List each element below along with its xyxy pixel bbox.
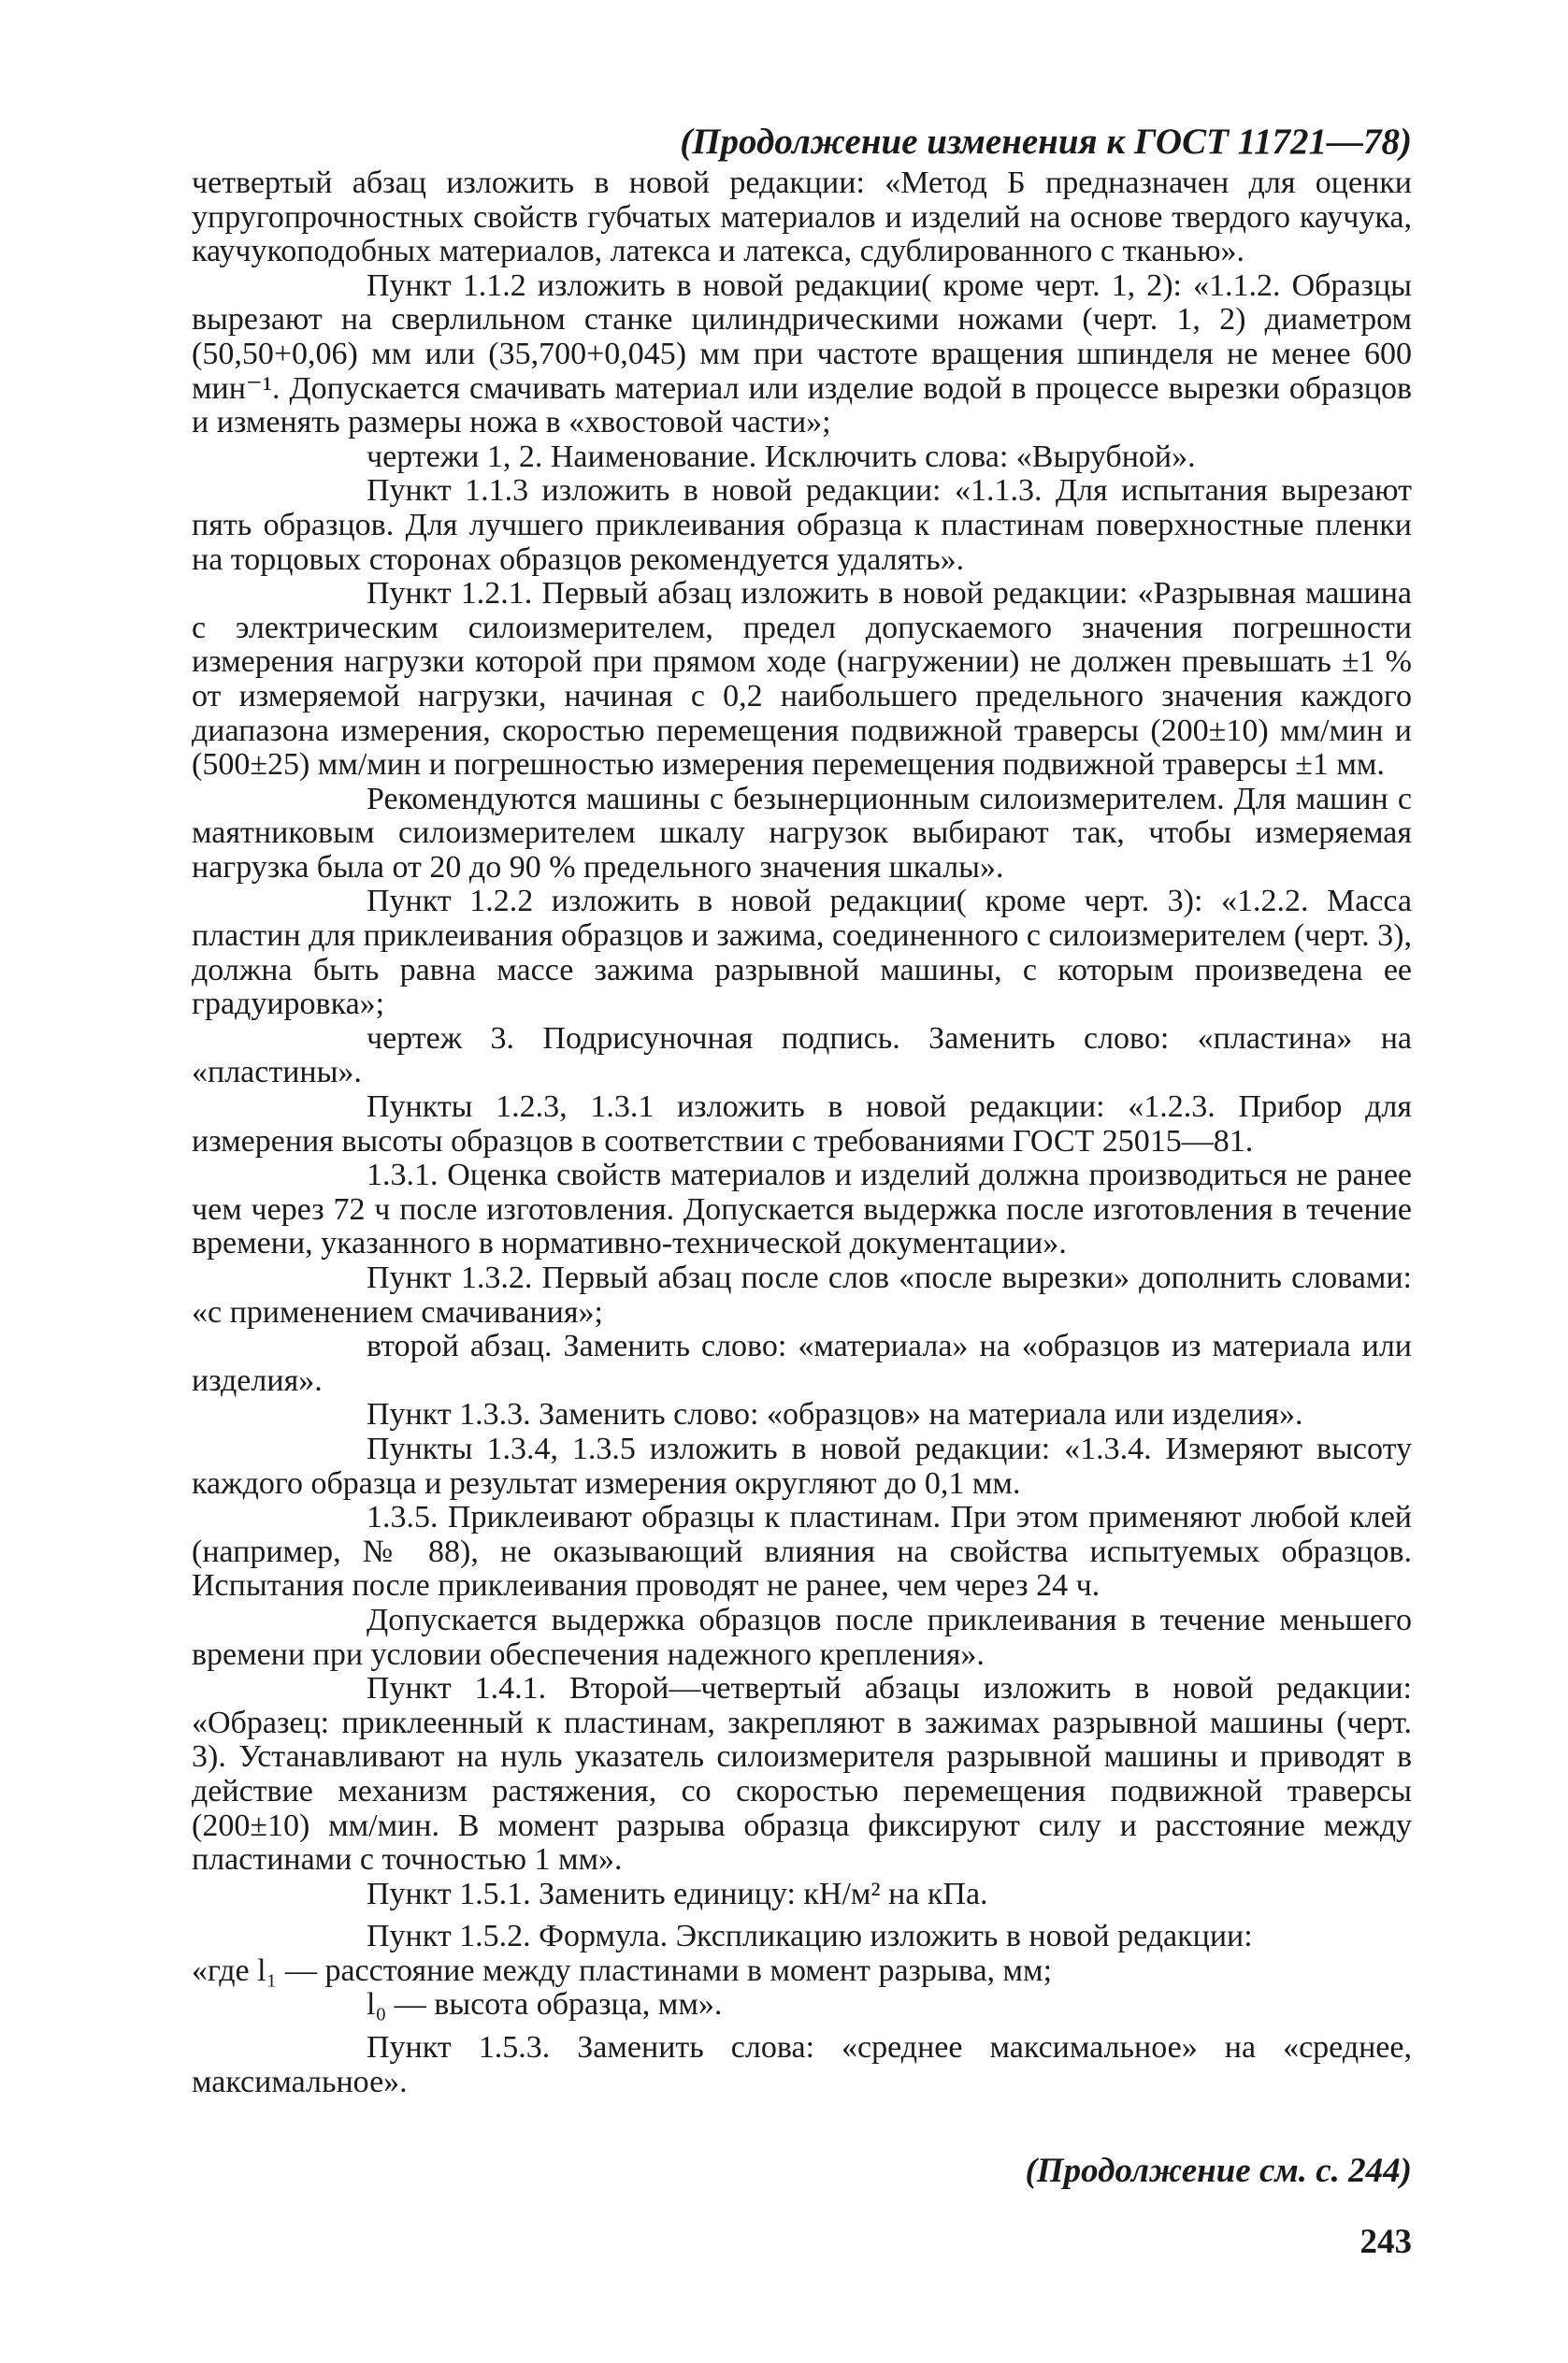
paragraph: 1.3.1. Оценка свойств материалов и изделий должна производиться не ранее чем через 72 ч после изготовления. Допускается выдержка после изготовления в течение времени, указанного в нормативно-технической документации». bbox=[192, 1158, 1412, 1261]
document-page bbox=[192, 122, 1412, 2262]
paragraph: чертежи 1, 2. Наименование. Исключить слова: «Вырубной». bbox=[367, 439, 1196, 474]
page-number: 243 bbox=[1359, 2223, 1412, 2262]
running-head: (Продолжение изменения к ГОСТ 11721—78) bbox=[680, 122, 1412, 162]
paragraph: Пункт 1.2.1. Первый абзац изложить в новой редакции: «Разрывная машина с электрическим силоизмерителем, предел допускаемого значения погрешности измерения нагрузки которой при прямом ходе (нагружении) не должен превышать ±1 % от измеряемой нагрузки, начиная с 0,2 наибольшего предельного значения каждого диапазона измерения, скоростью перемещения подвижной траверсы (200±10) мм/мин и (500±25) мм/мин и погрешностью измерения перемещения подвижной траверсы ±1 мм. bbox=[192, 576, 1412, 783]
paragraph: Пункт 1.1.2 изложить в новой редакции( кроме черт. 1, 2): «1.1.2. Образцы вырезают на сверлильном станке цилиндрическими ножами (черт. 1, 2) диаметром (50,50+0,06) мм или (35,700+0,045) мм при частоте вращения шпинделя не менее 600 мин⁻¹. Допускается смачивать материал или изделие водой в процессе вырезки образцов и изменять размеры ножа в «хвостовой части»; bbox=[192, 267, 1412, 440]
body-text bbox=[192, 166, 1412, 2099]
paragraph: Рекомендуются машины с безынерционным силоизмерителем. Для машин с маятниковым силоизмерителем шкалу нагрузок выбирают так, чтобы измеряемая нагрузка была от 20 до 90 % предельного значения шкалы». bbox=[192, 781, 1412, 885]
paragraph: Пункт 1.5.1. Заменить единицу: кН/м² на кПа. bbox=[367, 1876, 988, 1911]
paragraph: 1.3.5. Приклеивают образцы к пластинам. При этом применяют любой клей (например, № 88), не оказывающий влияния на свойства испытуемых образцов. Испытания после приклеивания проводят не ранее, чем через 24 ч. bbox=[192, 1500, 1412, 1604]
explication-line: «где l₁ — расстояние между пластинами в момент разрыва, мм; bbox=[192, 1952, 1053, 1988]
paragraph: Пункт 1.3.3. Заменить слово: «образцов» на материала или изделия». bbox=[367, 1397, 1303, 1433]
paragraph: Пункт 1.1.3 изложить в новой редакции: «1.1.3. Для испытания вырезают пять образцов. Для лучшего приклеивания образца к пластинам поверхностные пленки на торцовых сторонах образцов рекомендуется удалять». bbox=[192, 473, 1412, 577]
paragraph: Пункт 1.3.2. Первый абзац после слов «после вырезки» дополнить словами: «с применением смачивания»; bbox=[192, 1261, 1412, 1330]
paragraph: Допускается выдержка образцов после приклеивания в течение меньшего времени при условии обеспечения надежного крепления». bbox=[192, 1602, 1412, 1672]
paragraph: второй абзац. Заменить слово: «материала» на «образцов из материала или изделия». bbox=[192, 1329, 1412, 1398]
paragraph: Пункты 1.2.3, 1.3.1 изложить в новой редакции: «1.2.3. Прибор для измерения высоты образцов в соответствии с требованиями ГОСТ 25015—81. bbox=[192, 1089, 1412, 1159]
paragraph: Пункт 1.4.1. Второй—четвертый абзацы изложить в новой редакции: «Образец: приклеенный к пластинам, закрепляют в зажимах разрывной машины (черт. 3). Устанавливают на нуль указатель силоизмерителя разрывной машины и приводят в действие механизм растяжения, со скоростью перемещения подвижной траверсы (200±10) мм/мин. В момент разрыва образца фиксируют силу и расстояние между пластинами с точностью 1 мм». bbox=[192, 1671, 1412, 1878]
paragraph: Пункт 1.5.3. Заменить слова: «среднее максимальное» на «среднее, максимальное». bbox=[192, 2030, 1412, 2099]
paragraph: чертеж 3. Подрисуночная подпись. Заменить слово: «пластина» на «пластины». bbox=[192, 1020, 1412, 1090]
paragraph: четвертый абзац изложить в новой редакции: «Метод Б предназначен для оценки упругопрочностных свойств губчатых материалов и изделий на основе твердого каучука, каучукоподобных материалов, латекса и латекса, сдублированного с тканью». bbox=[192, 166, 1412, 269]
paragraph: Пункты 1.3.4, 1.3.5 изложить в новой редакции: «1.3.4. Измеряют высоту каждого образца и результат измерения округляют до 0,1 мм. bbox=[192, 1431, 1412, 1501]
explication-line: l₀ — высота образца, мм». bbox=[367, 1987, 723, 2023]
paragraph: Пункт 1.5.2. Формула. Экспликацию изложить в новой редакции: bbox=[367, 1919, 1253, 1954]
paragraph: Пункт 1.2.2 изложить в новой редакции( кроме черт. 3): «1.2.2. Масса пластин для приклеивания образцов и зажима, соединенного с силоизмерителем (черт. 3), должна быть равна массе зажима разрывной машины, с которым произведена ее градуировка»; bbox=[192, 884, 1412, 1022]
continuation-note: (Продолжение см. с. 244) bbox=[1025, 2152, 1412, 2191]
